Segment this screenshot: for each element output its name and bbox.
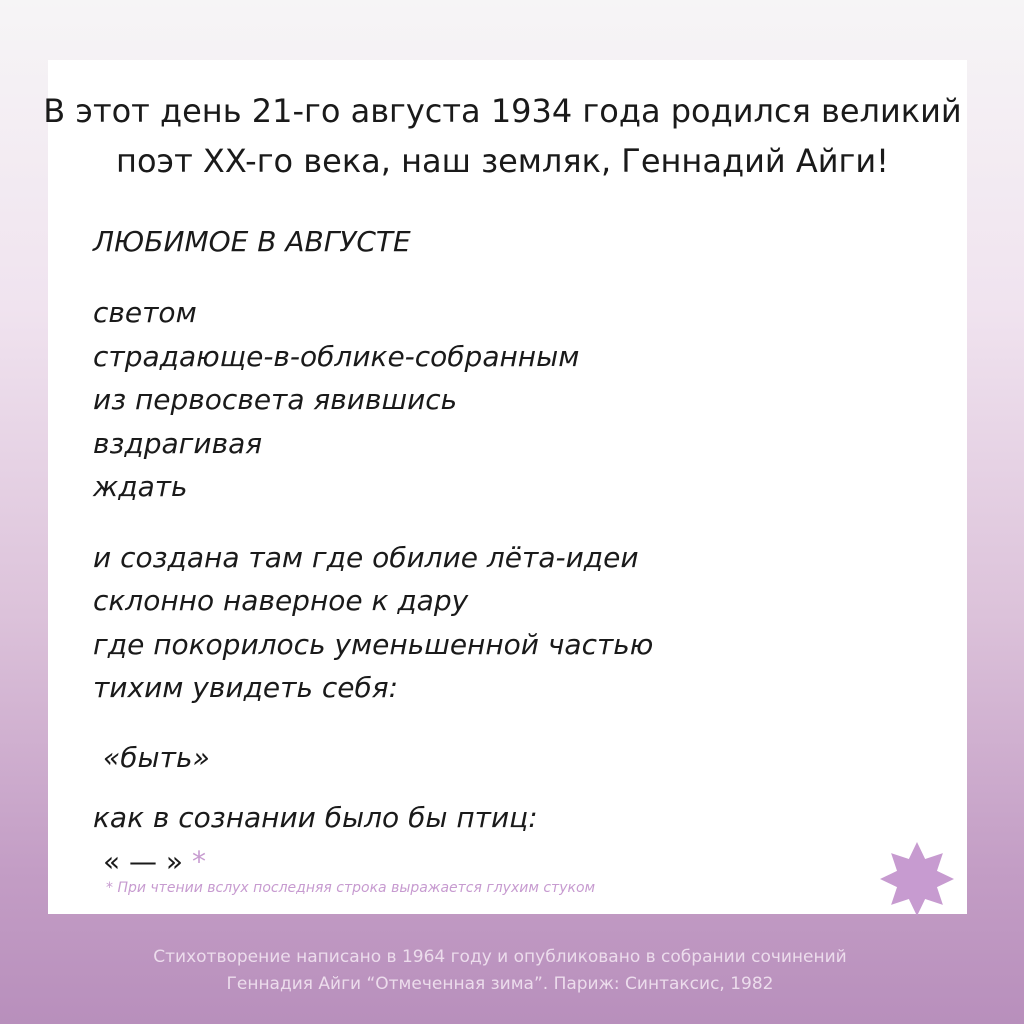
poem-stanza-2 [93, 536, 913, 710]
poem-final-line [93, 840, 913, 884]
poem [93, 222, 913, 883]
poem-line: светом [93, 296, 197, 329]
poem-line: где покорилось уменьшенной частью [93, 627, 654, 661]
eight-pointed-star-icon [880, 842, 954, 916]
poem-line: как в сознании было бы птиц: [93, 801, 538, 834]
footnote-marker: * [191, 844, 206, 878]
poem-stanza-3 [93, 736, 913, 780]
poem-stanza-1 [93, 291, 913, 509]
poem-line: склонно наверное к дару [93, 584, 469, 617]
caption-line-2: Геннадия Айги “Отмеченная зима”. Париж: Синтаксис, 1982 [226, 974, 774, 994]
poem-line: «быть» [103, 740, 210, 774]
poem-line: из первосвета явившись [93, 383, 458, 416]
caption-line-1: Стихотворение написано в 1964 году и опубликовано в собрании сочинений [153, 947, 847, 967]
poem-line: тихим увидеть себя: [93, 671, 399, 704]
title-line-2: поэт XX-го века, наш земляк, Геннадий Айги! [116, 142, 889, 180]
poem-line: и создана там где обилие лёта-идеи [93, 540, 639, 574]
publication-caption [0, 944, 1000, 998]
title-line-1: В этот день 21-го августа 1934 года родился великий [43, 92, 962, 130]
footnote: * При чтении вслух последняя строка выражается глухим стуком [106, 880, 596, 896]
page-title [0, 86, 1005, 186]
poem-title: ЛЮБИМОЕ В АВГУСТЕ [93, 225, 411, 258]
poem-line: вздрагивая [93, 426, 263, 460]
poem-line: страдающе-в-облике-собранным [93, 339, 580, 373]
poem-stanza-4 [93, 796, 913, 883]
poem-line: ждать [93, 470, 188, 503]
final-line-text: « — » [103, 844, 184, 878]
